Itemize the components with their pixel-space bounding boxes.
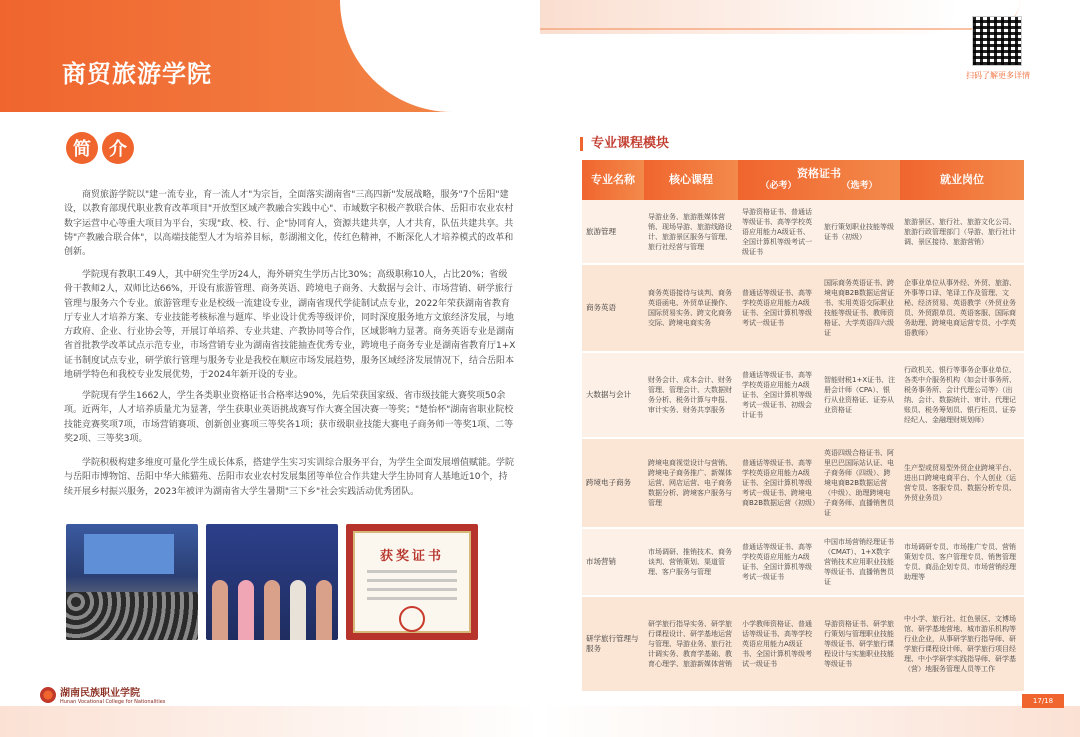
footer-band xyxy=(0,706,540,737)
major-cell: 研学旅行管理与服务 xyxy=(582,596,644,692)
header-cert-required: （必考） xyxy=(760,181,797,191)
page-number: 17/18 xyxy=(1022,694,1064,708)
event-photo xyxy=(66,524,198,640)
certificate-title: 获奖证书 xyxy=(379,549,444,564)
optional-cell: 智能财税1+X证书、注册会计师（CPA）、银行从业资格证、证券从业资格证 xyxy=(820,352,900,438)
section-title: 专业课程模块 xyxy=(580,137,669,151)
logo-name: 湖南民族职业学院 xyxy=(60,688,140,699)
header-cert-optional: （选考） xyxy=(841,181,878,191)
required-cell: 导游资格证书、普通话等级证书、高等学校英语应用能力A级证书、全国计算机等级考试一级证书 xyxy=(738,200,820,264)
header-cert xyxy=(738,160,900,200)
courses-cell: 跨境电商视觉设计与营销、跨境电子商务推广、新媒体运营、网店运营、电子商务数据分析、跨境客户服务与管理 xyxy=(644,438,738,528)
optional-cell: 国际商务英语证书、跨境电商B2B数据运营证书、实用英语交际职业技能等级证书、教师资格证、大学英语四六级证 xyxy=(820,264,900,352)
table-row xyxy=(582,352,1024,438)
table-row xyxy=(582,528,1024,596)
courses-cell: 导游业务、旅游胜媒体营销、现场导游、旅游线路设计、旅游景区服务与管理、旅行社经营与管理 xyxy=(644,200,738,264)
page-title: 商贸旅游学院 xyxy=(62,60,212,88)
required-cell: 普通话等级证书、高等学校英语应用能力A级证书、全国计算机等级考试一级证书、初级会计证书 xyxy=(738,352,820,438)
major-cell: 市场营销 xyxy=(582,528,644,596)
intro-paragraph: 商贸旅游学院以"建一流专业，育一流人才"为宗旨，全面落实湖南省"三高四新"发展战略，服务"7个岳阳"建设，以教育部现代职业教育改革项目"开放型区域产教融合实践中心"、市域数字积极产教联合体、岳阳市农业农村数字运营中心等重大项目为平台，实现"政、校、行、企"协同育人，资源共建共享，人才共育，队伍共建共享。共铸"产教融合联合体"，以高端技能型人才为培养目标，彰湖湘文化，传红色精神，不断深化人才培养模式的改革和创新。 xyxy=(64,190,514,258)
header-courses: 核心课程 xyxy=(644,160,738,200)
table-row xyxy=(582,596,1024,692)
certificate-photo xyxy=(346,524,478,640)
intro-heading-char: 简 xyxy=(66,132,98,164)
optional-cell: 旅行策划职业技能等级证书（初级） xyxy=(820,200,900,264)
seal-icon xyxy=(399,606,425,632)
qr-caption: 扫码了解更多详情 xyxy=(966,71,1030,80)
table-row xyxy=(582,438,1024,528)
required-cell: 普通话等级证书、高等学校英语应用能力A级证书、全国计算机等级考试一级证书、跨境电商B2B数据运营（初级） xyxy=(738,438,820,528)
courses-cell: 市场调研、推销技术、商务谈判、营销策划、渠道管理、客户服务与管理 xyxy=(644,528,738,596)
table-row xyxy=(582,200,1024,264)
jobs-cell: 生产型或贸易型外贸企业跨境平台、进出口跨境电商平台、个人创业（运营专员、客服专员、数据分析专员、外贸业务员） xyxy=(900,438,1024,528)
logo-subtitle: Hunan Vocational College for Nationalities xyxy=(60,699,166,705)
required-cell: 小学教师资格证、普通话等级证书、高等学校英语应用能力A级证书、全国计算机等级考试一级证书 xyxy=(738,596,820,692)
major-cell: 旅游管理 xyxy=(582,200,644,264)
jobs-cell: 行政机关、银行等事务企事业单位、各类中介服务机构（如会计事务所、税务事务所、会计代理公司等）（出纳、会计、数据统计、审计、代理记账员、税务筹划员、银行柜员、证券经纪人、金融理财规划师） xyxy=(900,352,1024,438)
intro-paragraph: 学院现有学生1662人，学生各类职业资格证书合格率达90%，先后荣获国家级、省市级技能大赛奖项50余项。近两年，人才培养质量尤为显著，学生获职业英语挑战赛写作大赛全国决赛一等奖；"楚怡杯"湖南省职业院校技能竞赛奖项7项，市场营销赛项、创新创业赛项三等奖各1项；获市级职业技能大赛电子商务师一等奖1项、二等奖2项、三等奖3项。 xyxy=(64,391,514,444)
header-major: 专业名称 xyxy=(582,160,644,200)
jobs-cell: 企事业单位从事外经、外贸、旅游、外事等口译、笔译工作及管理、文秘、经济贸易、英语教学（外贸业务员、外贸跟单员、英语客服、国际商务助理、跨境电商运营专员、小学英语教师） xyxy=(900,264,1024,352)
required-cell: 普通话等级证书、高等学校英语应用能力A级证书、全国计算机等级考试一级证书 xyxy=(738,528,820,596)
jobs-cell: 市场调研专员、市场推广专员、营销策划专员、客户管理专员、销售管理专员、商品企划专员、市场营销经理助理等 xyxy=(900,528,1024,596)
college-logo xyxy=(40,684,165,705)
intro-paragraph: 学院现有教职工49人，其中研究生学历24人，海外研究生学历占比30%；高级职称10人，占比20%；省级骨干教师2人，双师比达66%，开设有旅游管理、商务英语、跨境电子商务、大数据与会计、市场营销、研学旅行管理与服务六个专业。旅游管理专业是校级一流建设专业，湖南省现代学徒制试点专业，2022年荣获湖南省教育厅专业人才培养方案、专业技能考核标准与题库、毕业设计优秀等级评价，同时深度服务地方文旅经济发展，与地方政府、企业、行业协会等，开展订单培养、专业共建、产教协同等合作，区域影响力显著。商务英语专业是湖南省首批教学改革试点示范专业，市场营销专业为湖南省技能抽查优秀专业，跨境电子商务专业是湖南省教育厅1+X证书制度试点专业，研学旅行管理与服务专业是我校在顺应市场发展趋势，服务区域经济发展情况下，结合岳阳本地研学特色和我校专业发展优势，于2024年新开设的专业。 xyxy=(64,270,516,381)
intro-heading xyxy=(66,132,138,166)
qr-code-icon xyxy=(972,16,1022,66)
footer-band-right xyxy=(540,706,1080,737)
major-cell: 跨境电子商务 xyxy=(582,438,644,528)
courses-cell: 商务英语接待与谈判、商务英语函电、外贸单证操作、国际贸易实务、跨文化商务交际、跨境电商实务 xyxy=(644,264,738,352)
major-cell: 商务英语 xyxy=(582,264,644,352)
table-row xyxy=(582,264,1024,352)
intro-paragraph: 学院积极构建多维度可量化学生成长体系，搭建学生实习实训综合服务平台，为学生全面发展增值赋能。学院与岳阳市博物馆、岳阳中华大熊猫苑、岳阳市农业农村发展集团等单位合作共建大学生协同育人基地近10个，持续开展乡村振兴服务，2023年被评为湖南省大学生暑期"三下乡"社会实践活动优秀团队。 xyxy=(64,458,515,497)
award-photo xyxy=(206,524,338,640)
major-cell: 大数据与会计 xyxy=(582,352,644,438)
courses-cell: 研学旅行指导实务、研学旅行课程设计、研学基地运营与管理、导游业务、旅行社计调实务、教育学基础、教育心理学、旅游新媒体营销 xyxy=(644,596,738,692)
optional-cell: 英语四级合格证书、阿里巴巴国际站认证、电子商务师（四级）、跨境电商B2B数据运营（中级）、助理跨境电子商务师、直播销售员证 xyxy=(820,438,900,528)
logo-icon xyxy=(40,687,56,703)
header-jobs: 就业岗位 xyxy=(900,160,1024,200)
intro-heading-char: 介 xyxy=(102,132,134,164)
optional-cell: 导游资格证书、研学旅行策划与管理职业技能等级证书、研学旅行课程设计与实施职业技能等级证书 xyxy=(820,596,900,692)
header-cert-label: 资格证书 xyxy=(797,167,841,180)
jobs-cell: 中小学、旅行社、红色景区、文博场馆、研学基地营地、城市游乐机构等行业企业，从事研学旅行指导师、研学旅行课程设计师、研学旅行项目经理、中小学研学实践指导师、研学基（营）地服务管理人员等工作 xyxy=(900,596,1024,692)
jobs-cell: 旅游景区、旅行社、旅游文化公司、旅游行政管理部门（导游、旅行社计调、景区接待、旅游营销） xyxy=(900,200,1024,264)
course-table xyxy=(582,160,1024,693)
photo-strip xyxy=(66,524,478,640)
courses-cell: 财务会计、成本会计、财务管理、管理会计、大数据财务分析、税务计算与申报、审计实务、财务共享服务 xyxy=(644,352,738,438)
required-cell: 普通话等级证书、高等学校英语应用能力A级证书、全国计算机等级考试一级证书 xyxy=(738,264,820,352)
optional-cell: 中国市场营销经理证书（CMAT）、1+X数字营销技术应用职业技能等级证书、直播销售员证 xyxy=(820,528,900,596)
